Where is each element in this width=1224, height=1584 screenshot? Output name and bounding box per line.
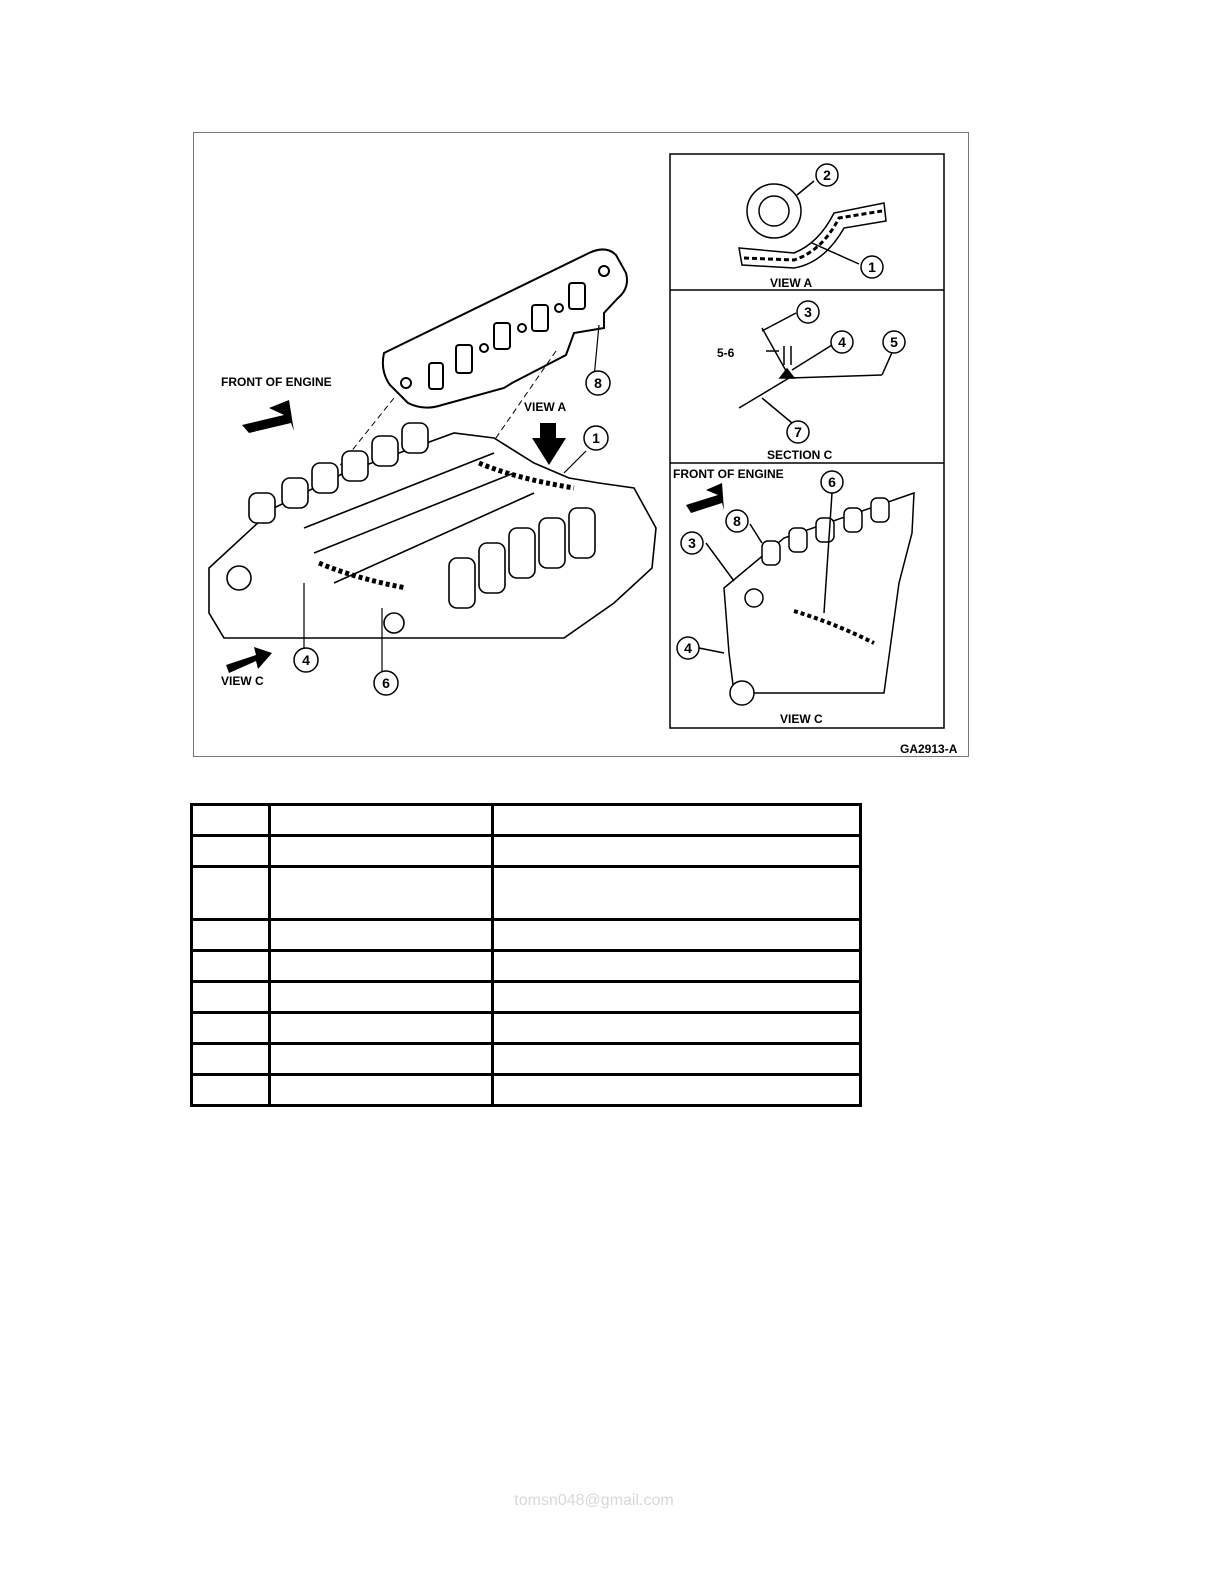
callout-4: 4	[302, 652, 310, 668]
view-c-detail	[677, 471, 914, 705]
callout-6: 6	[382, 675, 390, 691]
view-c-front-arrow-icon	[686, 483, 724, 513]
table-cell	[270, 982, 493, 1013]
view-c-panel-label: VIEW C	[780, 712, 823, 726]
table-cell	[493, 1044, 861, 1075]
engine-block	[209, 423, 656, 638]
view-a-callout-2: 2	[823, 167, 831, 183]
table-cell	[192, 1075, 270, 1106]
table-cell	[270, 1013, 493, 1044]
table-row	[192, 867, 861, 920]
table-cell	[270, 805, 493, 836]
table-cell	[270, 920, 493, 951]
section-c-callout-4: 4	[838, 334, 846, 350]
table-row	[192, 982, 861, 1013]
view-c-label: VIEW C	[221, 674, 264, 688]
table-cell	[270, 951, 493, 982]
view-a-detail	[739, 164, 886, 278]
table-cell	[493, 982, 861, 1013]
table-cell	[493, 867, 861, 920]
table-cell	[192, 836, 270, 867]
table-row	[192, 805, 861, 836]
table-cell	[493, 1075, 861, 1106]
view-a-callout-1: 1	[868, 259, 876, 275]
view-c-callout-8: 8	[733, 513, 741, 529]
table-row	[192, 951, 861, 982]
front-of-engine-label: FRONT OF ENGINE	[221, 375, 332, 389]
table-cell	[192, 805, 270, 836]
view-a-label: VIEW A	[524, 400, 567, 414]
view-a-panel-label: VIEW A	[770, 276, 813, 290]
engine-diagram-figure	[193, 132, 969, 757]
table-cell	[192, 1013, 270, 1044]
section-c-callout-3: 3	[804, 304, 812, 320]
table-cell	[192, 920, 270, 951]
table-cell	[270, 836, 493, 867]
table-cell	[493, 951, 861, 982]
view-c-arrow-icon	[226, 647, 272, 673]
callout-1: 1	[592, 430, 600, 446]
front-of-engine-arrow	[242, 400, 294, 433]
table-row	[192, 1044, 861, 1075]
watermark: tomsn048@gmail.com	[514, 1492, 674, 1509]
section-c-detail	[739, 301, 905, 443]
section-c-callout-5: 5	[890, 334, 898, 350]
view-c-callout-4: 4	[684, 640, 692, 656]
table-cell	[270, 1044, 493, 1075]
section-c-panel-label: SECTION C	[767, 448, 833, 462]
table-row	[192, 920, 861, 951]
table-row	[192, 1075, 861, 1106]
table-cell	[493, 805, 861, 836]
table-cell	[493, 920, 861, 951]
figure-id: GA2913-A	[900, 742, 958, 756]
section-c-callout-7: 7	[794, 424, 802, 440]
engine-diagram-svg	[194, 133, 970, 758]
view-a-arrow-icon	[532, 423, 566, 465]
table-cell	[270, 1075, 493, 1106]
table-row	[192, 1013, 861, 1044]
view-c-callout-3: 3	[688, 535, 696, 551]
legend-table	[190, 803, 862, 1107]
table-cell	[493, 1013, 861, 1044]
dimension-label: 5-6	[717, 346, 735, 360]
table-cell	[192, 982, 270, 1013]
view-c-callout-6: 6	[828, 474, 836, 490]
table-cell	[493, 836, 861, 867]
table-cell	[192, 1044, 270, 1075]
table-cell	[270, 867, 493, 920]
callout-8: 8	[594, 375, 602, 391]
view-c-front-label: FRONT OF ENGINE	[673, 467, 784, 481]
table-cell	[192, 951, 270, 982]
table-row	[192, 836, 861, 867]
table-cell	[192, 867, 270, 920]
